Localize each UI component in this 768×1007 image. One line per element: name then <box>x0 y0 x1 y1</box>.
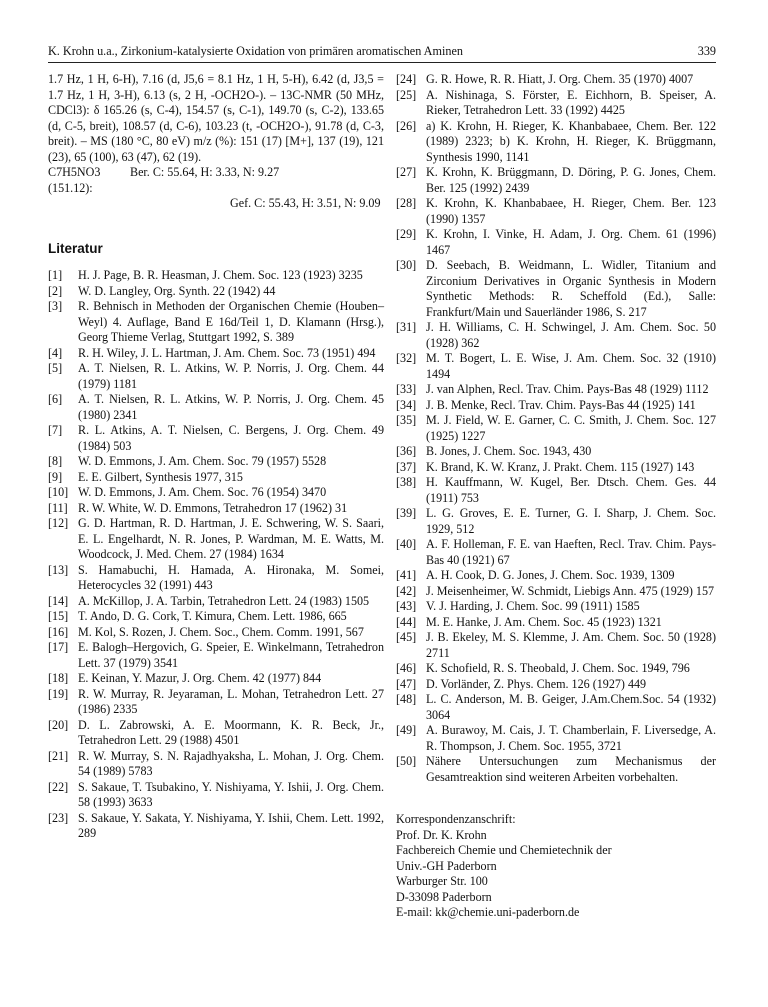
reference-number: [20] <box>48 717 69 732</box>
reference-item <box>396 196 716 227</box>
reference-text: W. D. Emmons, J. Am. Chem. Soc. 76 (1954) 3470 <box>78 485 327 499</box>
reference-number: [3] <box>48 299 63 313</box>
reference-item <box>48 485 384 501</box>
correspondence-address <box>396 812 716 921</box>
reference-item <box>48 625 384 641</box>
reference-text: M. Kol, S. Rozen, J. Chem. Soc., Chem. Comm. 1991, 567 <box>78 624 364 639</box>
reference-item <box>48 454 384 470</box>
reference-text: G. D. Hartman, R. D. Hartman, J. E. Schwering, W. S. Saari, E. L. Engelhardt, N. R. Jones, P. Wardman, M. E. Watts, M. Woodcock, J. Med. Chem. 27 (1984) 1634 <box>78 516 384 561</box>
reference-number: [4] <box>48 345 63 360</box>
reference-item <box>48 671 384 687</box>
reference-text: R. Behnisch in Methoden der Organischen Chemie (Houben–Weyl) 4. Auflage, Band E 16d/Teil 1, D. Klamann (Hrsg.), Georg Thieme Verlag, Stuttgart 1992, S. 389 <box>78 299 384 344</box>
elemental-analysis <box>48 165 384 212</box>
reference-item <box>396 568 716 584</box>
reference-number: [46] <box>396 661 417 675</box>
reference-item <box>48 640 384 671</box>
reference-item <box>48 749 384 780</box>
spectral-data-paragraph: 1.7 Hz, 1 H, 6-H), 7.16 (d, J5,6 = 8.1 Hz, 1 H, 5-H), 6.42 (d, J3,5 = 1.7 Hz, 1 H, 3-H), 6.13 (s, 2 H, -OCH2O-). – 13C-NMR (50 MHz, CDCl3): δ 165.26 (s, C-4), 154.57 (s, C-1), 149.70 (s, C-2), 133.65 (d, C-5, breit), 108.57 (d, C-6), 103.23 (t, -OCH2O-), 91.78 (d, C-3, breit). – MS (180 °C, 80 eV) m/z (%): 151 (17) [M+], 137 (19), 121 (23), 65 (100), 63 (47), 62 (19). <box>48 72 384 164</box>
reference-item <box>396 320 716 351</box>
reference-item <box>48 392 384 423</box>
right-column <box>396 72 716 785</box>
reference-text: E. Keinan, Y. Mazur, J. Org. Chem. 42 (1977) 844 <box>78 671 322 685</box>
reference-number: [43] <box>396 599 417 613</box>
reference-item <box>396 398 716 414</box>
reference-number: [30] <box>396 258 417 272</box>
reference-number: [49] <box>396 723 417 737</box>
reference-text: M. E. Hanke, J. Am. Chem. Soc. 45 (1923) 1321 <box>426 614 662 629</box>
reference-number: [26] <box>396 118 417 133</box>
reference-number: [41] <box>396 568 417 582</box>
reference-text: S. Hamabuchi, H. Hamada, A. Hironaka, M. Somei, Heterocycles 32 (1991) 443 <box>78 562 384 592</box>
reference-item <box>48 687 384 718</box>
reference-text: S. Sakaue, Y. Sakata, Y. Nishiyama, Y. Ishii, Chem. Lett. 1992, 289 <box>78 810 384 840</box>
address-line: Warburger Str. 100 <box>396 874 488 888</box>
reference-item <box>396 630 716 661</box>
reference-number: [39] <box>396 506 417 520</box>
reference-item <box>48 284 384 300</box>
reference-number: [23] <box>48 810 69 825</box>
analysis-formula: C7H5NO3 (151.12): <box>48 165 101 195</box>
reference-text: J. van Alphen, Recl. Trav. Chim. Pays-Bas 48 (1929) 1112 <box>426 382 709 396</box>
reference-number: [32] <box>396 351 417 365</box>
reference-number: [7] <box>48 423 63 437</box>
reference-text: A. T. Nielsen, R. L. Atkins, W. P. Norris, J. Org. Chem. 44 (1979) 1181 <box>78 361 384 391</box>
reference-item <box>396 351 716 382</box>
reference-item <box>396 72 716 88</box>
reference-text: H. J. Page, B. R. Heasman, J. Chem. Soc. 123 (1923) 3235 <box>78 268 363 282</box>
reference-text: R. L. Atkins, A. T. Nielsen, C. Bergens, J. Org. Chem. 49 (1984) 503 <box>78 423 384 453</box>
reference-text: A. Nishinaga, S. Förster, E. Eichhorn, B. Speiser, A. Rieker, Tetrahedron Lett. 33 (1992) 4425 <box>426 87 716 117</box>
reference-item <box>48 299 384 346</box>
reference-number: [18] <box>48 671 69 685</box>
reference-item <box>396 119 716 166</box>
reference-number: [1] <box>48 268 63 282</box>
analysis-found: Gef. C: 55.43, H: 3.51, N: 9.09 <box>230 196 381 210</box>
reference-text: A. H. Cook, D. G. Jones, J. Chem. Soc. 1939, 1309 <box>426 568 675 582</box>
reference-text: D. L. Zabrowski, A. E. Moormann, K. R. Beck, Jr., Tetrahedron Lett. 29 (1988) 4501 <box>78 717 384 747</box>
reference-text: A. T. Nielsen, R. L. Atkins, W. P. Norris, J. Org. Chem. 45 (1980) 2341 <box>78 392 384 422</box>
reference-text: K. Krohn, K. Brüggmann, D. Döring, P. G. Jones, Chem. Ber. 125 (1992) 2439 <box>426 165 716 195</box>
reference-item <box>48 470 384 486</box>
reference-list-left <box>48 268 384 842</box>
reference-number: [10] <box>48 485 69 499</box>
reference-number: [50] <box>396 754 417 768</box>
reference-item <box>48 780 384 811</box>
reference-item <box>48 268 384 284</box>
reference-text: J. Meisenheimer, W. Schmidt, Liebigs Ann. 475 (1929) 157 <box>426 583 715 598</box>
address-line: Univ.-GH Paderborn <box>396 858 497 873</box>
reference-number: [19] <box>48 686 69 701</box>
reference-number: [14] <box>48 593 69 608</box>
reference-text: K. Krohn, K. Khanbabaee, H. Rieger, Chem. Ber. 123 (1990) 1357 <box>426 196 716 226</box>
reference-text: J. B. Menke, Recl. Trav. Chim. Pays-Bas 44 (1925) 141 <box>426 397 696 412</box>
reference-item <box>396 227 716 258</box>
reference-item <box>48 501 384 517</box>
reference-number: [25] <box>396 87 417 102</box>
reference-number: [11] <box>48 500 68 515</box>
reference-number: [38] <box>396 475 417 489</box>
reference-item <box>48 609 384 625</box>
reference-item <box>48 346 384 362</box>
reference-text: R. H. Wiley, J. L. Hartman, J. Am. Chem. Soc. 73 (1951) 494 <box>78 345 376 360</box>
reference-item <box>396 506 716 537</box>
reference-text: R. W. Murray, S. N. Rajadhyaksha, L. Mohan, J. Org. Chem. 54 (1989) 5783 <box>78 748 384 778</box>
reference-item <box>396 754 716 785</box>
address-line: E-mail: kk@chemie.uni-paderborn.de <box>396 905 580 919</box>
reference-text: R. W. Murray, R. Jeyaraman, L. Mohan, Tetrahedron Lett. 27 (1986) 2335 <box>78 686 384 716</box>
reference-number: [16] <box>48 624 69 639</box>
reference-text: a) K. Krohn, H. Rieger, K. Khanbabaee, Chem. Ber. 122 (1989) 2323; b) K. Krohn, H. Rieger, K. Brüggmann, Synthesis 1990, 1141 <box>426 118 716 164</box>
reference-number: [22] <box>48 779 69 794</box>
reference-text: M. J. Field, W. E. Garner, C. C. Smith, J. Chem. Soc. 127 (1925) 1227 <box>426 413 716 443</box>
reference-text: A. McKillop, J. A. Tarbin, Tetrahedron Lett. 24 (1983) 1505 <box>78 593 370 608</box>
reference-item <box>396 258 716 320</box>
reference-number: [21] <box>48 748 69 763</box>
reference-item <box>396 382 716 398</box>
reference-text: M. T. Bogert, L. E. Wise, J. Am. Chem. Soc. 32 (1910) 1494 <box>426 351 716 381</box>
reference-number: [47] <box>396 676 417 691</box>
reference-item <box>396 692 716 723</box>
reference-number: [5] <box>48 361 63 375</box>
reference-number: [42] <box>396 583 417 598</box>
reference-text: L. C. Anderson, M. B. Geiger, J.Am.Chem.Soc. 54 (1932) 3064 <box>426 692 716 722</box>
running-head <box>48 44 716 63</box>
reference-item <box>396 413 716 444</box>
reference-text: S. Sakaue, T. Tsubakino, Y. Nishiyama, Y. Ishii, J. Org. Chem. 58 (1993) 3633 <box>78 779 384 809</box>
reference-item <box>48 423 384 454</box>
reference-text: K. Krohn, I. Vinke, H. Adam, J. Org. Chem. 61 (1996) 1467 <box>426 227 716 257</box>
reference-text: R. W. White, W. D. Emmons, Tetrahedron 17 (1962) 31 <box>78 500 348 515</box>
address-line: Fachbereich Chemie und Chemietechnik der <box>396 843 612 857</box>
reference-item <box>396 677 716 693</box>
reference-number: [15] <box>48 609 69 623</box>
reference-list-right <box>396 72 716 785</box>
reference-number: [36] <box>396 444 417 458</box>
reference-number: [45] <box>396 630 417 644</box>
running-head-title: K. Krohn u.a., Zirkonium-katalysierte Oxidation von primären aromatischen Aminen <box>48 44 463 58</box>
reference-item <box>48 516 384 563</box>
reference-number: [2] <box>48 283 63 298</box>
reference-item <box>48 594 384 610</box>
reference-number: [44] <box>396 614 417 629</box>
reference-number: [31] <box>396 320 417 334</box>
reference-item <box>48 563 384 594</box>
reference-item <box>396 584 716 600</box>
reference-number: [8] <box>48 454 63 468</box>
reference-item <box>396 537 716 568</box>
analysis-calculated: Ber. C: 55.64, H: 3.33, N: 9.27 <box>130 165 280 179</box>
reference-item <box>396 165 716 196</box>
reference-number: [24] <box>396 72 417 86</box>
left-column <box>48 72 384 842</box>
reference-number: [12] <box>48 516 69 530</box>
reference-item <box>396 723 716 754</box>
reference-number: [28] <box>396 196 417 210</box>
reference-item <box>396 444 716 460</box>
reference-item <box>48 718 384 749</box>
reference-number: [29] <box>396 227 417 241</box>
reference-text: W. D. Emmons, J. Am. Chem. Soc. 79 (1957) 5528 <box>78 454 327 468</box>
reference-text: D. Seebach, B. Weidmann, L. Widler, Titanium and Zirconium Derivatives in Organic Synthesis in Modern Synthetic Methods: R. Scheffold (Ed.), Salle: Frankfurt/Main und Sauerländer 1986, S. 217 <box>426 258 716 319</box>
reference-number: [33] <box>396 382 417 396</box>
reference-text: A. F. Holleman, F. E. van Haeften, Recl. Trav. Chim. Pays-Bas 40 (1921) 67 <box>426 537 716 567</box>
reference-number: [9] <box>48 469 63 484</box>
address-heading: Korrespondenzanschrift: <box>396 812 516 826</box>
reference-text: A. Burawoy, M. Cais, J. T. Chamberlain, F. Liversedge, A. R. Thompson, J. Chem. Soc. 1955, 3721 <box>426 723 716 753</box>
reference-item <box>48 361 384 392</box>
address-line: Prof. Dr. K. Krohn <box>396 827 487 842</box>
reference-text: D. Vorländer, Z. Phys. Chem. 126 (1927) 449 <box>426 676 647 691</box>
reference-number: [6] <box>48 392 63 406</box>
section-title-literatur: Literatur <box>48 240 103 256</box>
reference-number: [34] <box>396 397 417 412</box>
reference-text: E. E. Gilbert, Synthesis 1977, 315 <box>78 469 243 484</box>
reference-number: [17] <box>48 640 69 654</box>
reference-number: [27] <box>396 165 417 179</box>
reference-text: K. Schofield, R. S. Theobald, J. Chem. Soc. 1949, 796 <box>426 661 690 675</box>
reference-text: T. Ando, D. G. Cork, T. Kimura, Chem. Lett. 1986, 665 <box>78 609 347 623</box>
reference-text: E. Balogh–Hergovich, G. Speier, E. Winkelmann, Tetrahedron Lett. 37 (1979) 3541 <box>78 640 384 670</box>
reference-text: L. G. Groves, E. E. Turner, G. I. Sharp, J. Chem. Soc. 1929, 512 <box>426 506 716 536</box>
reference-text: J. B. Ekeley, M. S. Klemme, J. Am. Chem. Soc. 50 (1928) 2711 <box>426 630 716 660</box>
reference-text: Nähere Untersuchungen zum Mechanismus der Gesamtreaktion sind weiteren Arbeiten vorbehalten. <box>426 754 716 784</box>
reference-text: J. H. Williams, C. H. Schwingel, J. Am. Chem. Soc. 50 (1928) 362 <box>426 320 716 350</box>
reference-number: [48] <box>396 692 417 706</box>
reference-item <box>48 811 384 842</box>
reference-item <box>396 475 716 506</box>
reference-text: G. R. Howe, R. R. Hiatt, J. Org. Chem. 35 (1970) 4007 <box>426 72 694 86</box>
reference-text: W. D. Langley, Org. Synth. 22 (1942) 44 <box>78 283 276 298</box>
reference-number: [37] <box>396 459 417 474</box>
reference-item <box>396 599 716 615</box>
reference-number: [35] <box>396 413 417 427</box>
reference-item <box>396 615 716 631</box>
reference-item <box>396 661 716 677</box>
reference-text: K. Brand, K. W. Kranz, J. Prakt. Chem. 115 (1927) 143 <box>426 459 695 474</box>
reference-item <box>396 460 716 476</box>
reference-number: [40] <box>396 537 417 551</box>
reference-item <box>396 88 716 119</box>
address-line: D-33098 Paderborn <box>396 889 492 904</box>
reference-number: [13] <box>48 562 69 577</box>
page-number: 339 <box>697 44 716 58</box>
reference-text: H. Kauffmann, W. Kugel, Ber. Dtsch. Chem. Ges. 44 (1911) 753 <box>426 475 716 505</box>
reference-text: B. Jones, J. Chem. Soc. 1943, 430 <box>426 444 592 458</box>
reference-text: V. J. Harding, J. Chem. Soc. 99 (1911) 1585 <box>426 599 640 613</box>
